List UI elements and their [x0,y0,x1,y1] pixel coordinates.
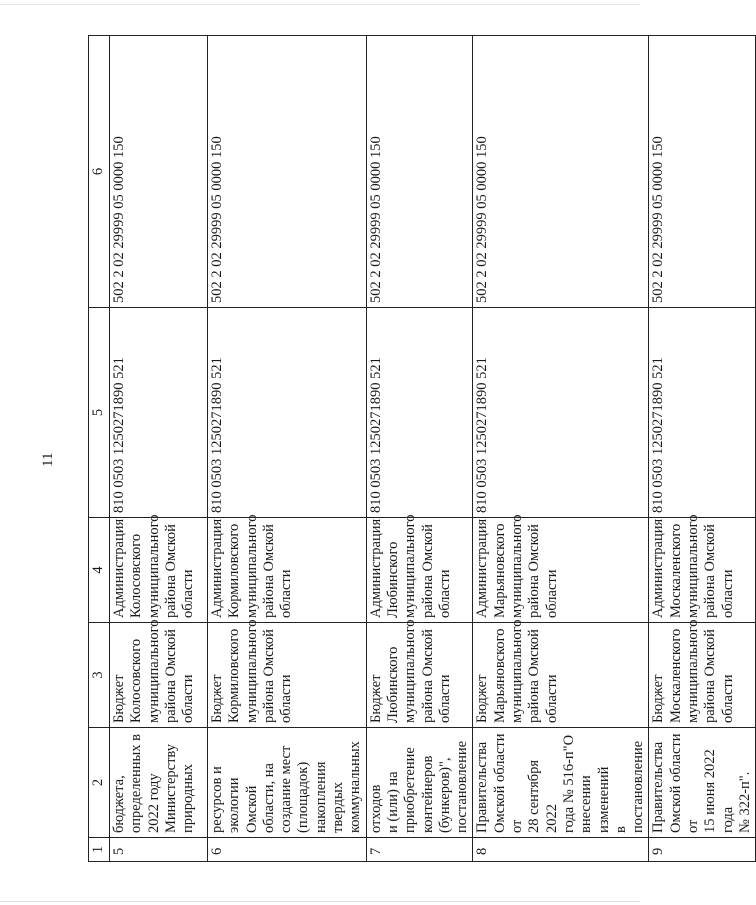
revenue-code-cell: 502 2 02 29999 05 0000 150 [649,36,756,308]
budget-text: Бюджет Любинского муниципального района Омской области [367,619,453,723]
row-number: 8 [473,838,649,862]
row-number: 7 [366,838,473,862]
administrator-text: Администрация Кормиловского муниципального района Омской области [209,514,295,618]
budget-cell [649,619,756,728]
purpose-text: Правительства Омской области от 28 сентября 2022 года № 516-п"О внесении изменений в постановление [474,733,647,833]
header-cell: 3 [89,623,110,728]
purpose-text: ресурсов и экологии Омской области, на создание мест (площадок) накопления твердых коммунальных [209,741,364,833]
table-row [473,36,649,862]
table-row [208,36,367,862]
revenue-code-cell: 502 2 02 29999 05 0000 150 [110,36,208,308]
header-cell: 2 [89,728,110,838]
scan-edge-left [0,901,640,902]
purpose-cell [649,728,756,838]
purpose-cell [208,728,367,838]
budget-text: Бюджет Марьяновского муниципального района Омской области [474,619,560,723]
table-row [110,36,208,862]
expense-code-cell: 810 0503 1250271890 521 [366,308,473,518]
budget-text: Бюджет Колосовского муниципального района Омской области [111,619,197,723]
budget-cell [473,619,649,728]
purpose-cell [110,728,208,838]
table-row [649,36,756,862]
budget-table [88,35,756,862]
revenue-code-cell: 502 2 02 29999 05 0000 150 [473,36,649,308]
expense-code-cell: 810 0503 1250271890 521 [473,308,649,518]
revenue-code-cell: 502 2 02 29999 05 0000 150 [208,36,367,308]
header-cell: 4 [89,518,110,623]
budget-cell [366,619,473,728]
purpose-text: бюджета, определенных в 2022 году Министерству природных [111,734,197,833]
administrator-text: Администрация Колосовского муниципального района Омской области [111,514,197,618]
row-number: 6 [208,838,367,862]
budget-text: Бюджет Москаленского муниципального района Омской области [650,619,736,723]
revenue-code-cell: 502 2 02 29999 05 0000 150 [366,36,473,308]
administrator-cell [473,514,649,623]
scan-edge-right [0,4,640,5]
budget-text: Бюджет Кормиловского муниципального района Омской области [209,619,295,723]
expense-code-cell: 810 0503 1250271890 521 [208,308,367,518]
row-number: 5 [110,838,208,862]
header-cell: 1 [89,838,110,862]
header-cell: 6 [89,36,110,308]
header-cell: 5 [89,308,110,518]
administrator-text: Администрация Марьяновского муниципального района Омской области [474,514,560,618]
table-row [366,36,473,862]
page-number: 11 [40,452,56,467]
expense-code-cell: 810 0503 1250271890 521 [649,308,756,518]
budget-cell [208,619,367,728]
purpose-text: отходов и (или) на приобретение контейнеров (бункеров)", постановление [367,740,471,833]
purpose-cell [366,728,473,838]
expense-code-cell: 810 0503 1250271890 521 [110,308,208,518]
administrator-cell [110,514,208,623]
purpose-text: Правительства Омской области от 15 июня 2022 года № 322-п". [650,733,753,833]
purpose-cell [473,728,649,838]
administrator-cell [366,514,473,623]
administrator-cell [208,514,367,623]
administrator-cell [649,514,756,623]
table-header-row [89,36,110,862]
budget-cell [110,619,208,728]
administrator-text: Администрация Любинского муниципального района Омской области [367,514,453,618]
administrator-text: Администрация Москаленского муниципального района Омской области [650,514,736,618]
row-number: 9 [649,838,756,862]
